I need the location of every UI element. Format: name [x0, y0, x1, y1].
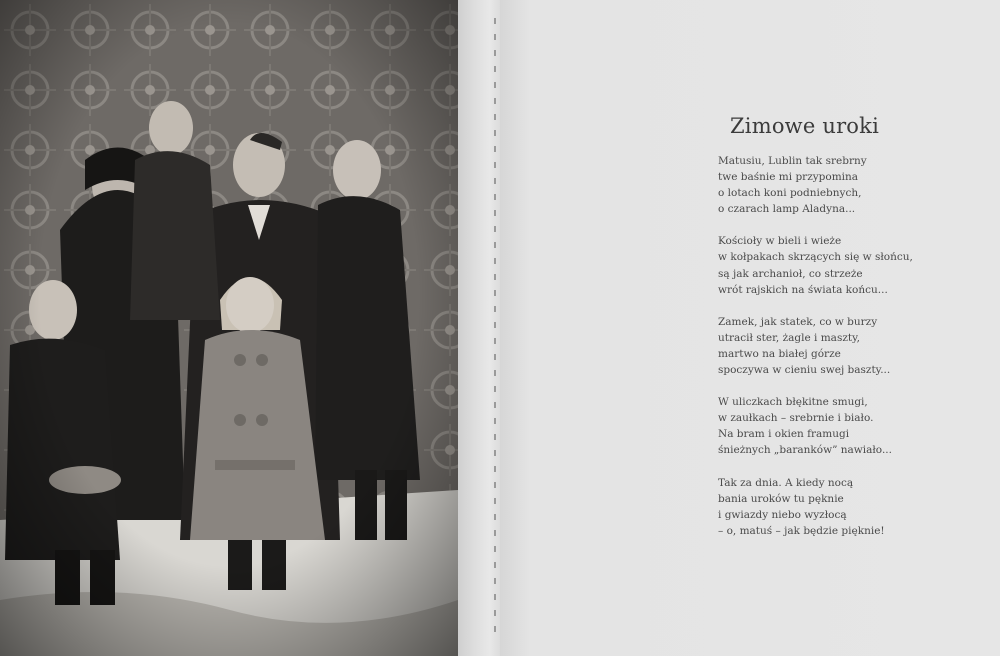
poem-line: śnieżnych „baranków” nawiało... [718, 444, 892, 457]
poem-line: i gwiazdy niebo wyzłocą [718, 508, 847, 521]
poem-line: o czarach lamp Aladyna... [718, 203, 856, 216]
poem-line: Na bram i okien framugi [718, 428, 850, 441]
poem-body [718, 153, 988, 555]
poem-line: wrót rajskich na świata końcu... [718, 283, 888, 296]
poem-stanza [718, 153, 988, 217]
poem-line: utracił ster, żagle i maszty, [718, 331, 860, 344]
poem-line: martwo na białej górze [718, 347, 841, 360]
family-photograph [0, 0, 458, 656]
poem-line: Kościoły w bieli i wieże [718, 235, 842, 248]
poem-line: W uliczkach błękitne smugi, [718, 396, 868, 409]
poem-line: o lotach koni podniebnych, [718, 187, 862, 200]
poem-line: Tak za dnia. A kiedy nocą [718, 476, 854, 489]
poem-stanza [718, 233, 988, 297]
poem-line: – o, matuś – jak będzie pięknie! [718, 524, 885, 537]
poem-line: Zamek, jak statek, co w burzy [718, 315, 878, 328]
poem-line: są jak archanioł, co strzeże [718, 267, 863, 280]
poem-line: twe baśnie mi przypomina [718, 171, 859, 184]
poem-line: Matusiu, Lublin tak srebrny [718, 155, 867, 167]
poem-stanza [718, 314, 988, 378]
poem-stanza [718, 394, 988, 458]
poem-line: spoczywa w cieniu swej baszty... [718, 364, 891, 377]
poem-line: bania uroków tu pęknie [718, 492, 844, 505]
poem-line: w zaułkach – srebrnie i biało. [718, 412, 874, 425]
poem-title: Zimowe uroki [730, 114, 879, 138]
photo-image [0, 0, 458, 656]
poem-stanza [718, 475, 988, 539]
poem-page [500, 0, 1000, 656]
binding-stitch [494, 18, 496, 638]
poem-line: w kołpakach skrzących się w słońcu, [718, 251, 913, 264]
